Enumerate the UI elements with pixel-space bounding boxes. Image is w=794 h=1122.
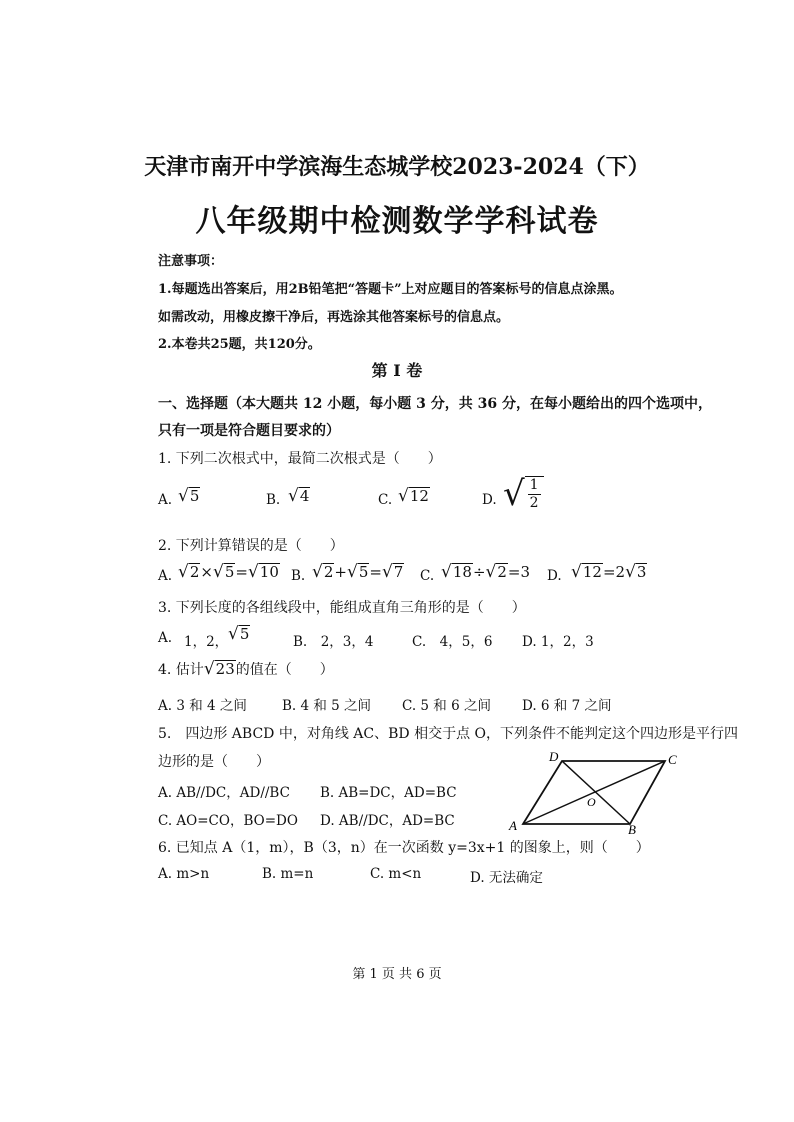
- q2-c-radicand-2: 2: [497, 563, 507, 581]
- q1-option-c-radicand: 12: [409, 487, 429, 505]
- q2-b-equals: =: [369, 563, 382, 581]
- q2-b-operator: +: [334, 563, 347, 581]
- q4-stem-prefix: 4. 估计: [158, 662, 204, 678]
- q4-radicand: 23: [215, 660, 235, 678]
- q2-d-equals: =2: [602, 563, 626, 581]
- q2-option-c-expression: √ 18 ÷ √ 2 =3: [441, 562, 531, 582]
- point-label-d: D: [549, 749, 559, 764]
- q1-stem: 1. 下列二次根式中，最简二次根式是（ ）: [158, 451, 442, 467]
- q3-option-b: B. 2，3，4: [293, 634, 374, 650]
- q1-option-d-denominator: 2: [529, 495, 539, 511]
- q5-option-b: B. AB=DC，AD=BC: [320, 785, 457, 801]
- notes-line-3: 2.本卷共25题，共120分。: [158, 337, 321, 352]
- q3-option-a-radical: √ 5: [228, 624, 250, 644]
- q2-option-b-label: B.: [291, 568, 306, 584]
- q6-option-c: C. m<n: [370, 866, 422, 882]
- q5-option-c: C. AO=CO，BO=DO: [158, 813, 298, 829]
- q3-option-a-label: A.: [158, 630, 173, 646]
- q1-option-a-label: A.: [158, 492, 173, 508]
- q4-stem: [158, 659, 334, 679]
- q2-option-b-expression: √ 2 + √ 5 = √ 7: [312, 562, 404, 582]
- q2-b-radicand-1: 2: [323, 563, 334, 581]
- q2-d-radicand: 12: [582, 563, 602, 581]
- q1-option-d-fraction: [525, 476, 544, 512]
- q1-option-a-radicand: 5: [189, 487, 200, 505]
- q3-option-a-radicand: 5: [239, 625, 250, 643]
- point-label-a: A: [509, 818, 517, 833]
- q5-parallelogram-figure: [505, 748, 690, 834]
- q4-option-b: B. 4 和 5 之间: [282, 698, 372, 714]
- q2-a-radicand-1: 2: [189, 563, 200, 581]
- point-label-o: O: [587, 795, 596, 809]
- q2-c-result: =3: [507, 563, 531, 581]
- q2-c-radicand-1: 18: [452, 563, 472, 581]
- q2-option-d-expression: √ 12 =2 √ 3: [571, 562, 647, 582]
- radical-sign: √: [503, 474, 525, 514]
- q2-a-radicand-2: 5: [224, 563, 235, 581]
- q2-d-result-radicand: 3: [636, 563, 647, 581]
- notes-heading: 注意事项：: [158, 254, 224, 269]
- q4-option-c: C. 5 和 6 之间: [402, 698, 491, 714]
- q5-option-a: A. AB//DC，AD//BC: [158, 785, 290, 801]
- q1-option-b-radicand: 4: [299, 487, 310, 505]
- q1-option-c-label: C.: [378, 492, 393, 508]
- diagonal-bd: [562, 761, 630, 824]
- part1-instructions-line-1: 一、选择题（本大题共 12 小题，每小题 3 分，共 36 分，在每小题给出的四个选项中，: [158, 396, 712, 412]
- section-title: 第 I 卷: [371, 361, 423, 380]
- q1-option-a-radical: √ 5: [178, 486, 200, 506]
- q2-option-c-label: C.: [420, 568, 435, 584]
- q1-option-b-label: B.: [266, 492, 281, 508]
- q4-option-a: A. 3 和 4 之间: [158, 698, 247, 714]
- q3-option-d: D. 1，2，3: [522, 634, 594, 650]
- notes-line-2: 如需改动，用橡皮擦干净后，再选涂其他答案标号的信息点。: [158, 310, 510, 325]
- q6-option-a: A. m>n: [158, 866, 210, 882]
- q5-stem-line-2: 边形的是（ ）: [158, 754, 270, 770]
- q1-option-b-radical: √ 4: [288, 486, 310, 506]
- q2-option-a-expression: √ 2 × √ 5 = √ 10: [178, 562, 279, 582]
- q6-stem: 6. 已知点 A（1，m），B（3，n）在一次函数 y=3x+1 的图象上，则（ ）: [158, 840, 650, 856]
- diagonal-ac: [523, 761, 665, 824]
- q2-a-operator: ×: [200, 563, 213, 581]
- q2-b-radicand-2: 5: [358, 563, 369, 581]
- q2-stem: 2. 下列计算错误的是（ ）: [158, 538, 344, 554]
- q4-stem-suffix: 的值在（ ）: [235, 662, 334, 678]
- q2-option-d-label: D.: [547, 568, 562, 584]
- notes-line-1: 1.每题选出答案后，用2B铅笔把“答题卡”上对应题目的答案标号的信息点涂黑。: [158, 282, 623, 297]
- q3-option-c: C. 4，5，6: [412, 634, 493, 650]
- exam-title-school: 天津市南开中学滨海生态城学校2023-2024（下）: [144, 154, 650, 180]
- q4-option-d: D. 6 和 7 之间: [522, 698, 612, 714]
- part1-instructions-line-2: 只有一项是符合题目要求的）: [158, 423, 340, 439]
- q3-stem: 3. 下列长度的各组线段中，能组成直角三角形的是（ ）: [158, 600, 526, 616]
- page-number-footer: 第 1 页 共 6 页: [352, 967, 442, 982]
- q1-option-d-radical: [503, 476, 544, 512]
- exam-title-subject: 八年级期中检测数学学科试卷: [195, 204, 599, 239]
- q2-c-operator: ÷: [472, 563, 486, 581]
- q6-option-d: D. 无法确定: [470, 870, 543, 886]
- q2-a-equals: =: [235, 563, 248, 581]
- q2-option-a-label: A.: [158, 568, 173, 584]
- q4-radical: √ 23: [203, 659, 235, 679]
- q5-stem-line-1: 5. 四边形 ABCD 中，对角线 AC、BD 相交于点 O，下列条件不能判定这个四边形是平行四: [158, 726, 739, 742]
- q2-b-result: 7: [393, 563, 404, 581]
- q2-a-result: 10: [259, 563, 279, 581]
- q6-option-b: B. m=n: [262, 866, 314, 882]
- point-label-c: C: [668, 752, 677, 767]
- q1-option-d-label: D.: [482, 492, 497, 508]
- q5-option-d: D. AB//DC，AD=BC: [320, 813, 455, 829]
- point-label-b: B: [628, 822, 636, 834]
- q1-option-c-radical: √ 12: [398, 486, 429, 506]
- q3-option-a-text: 1，2，: [184, 634, 229, 650]
- q1-option-d-numerator: 1: [529, 477, 539, 493]
